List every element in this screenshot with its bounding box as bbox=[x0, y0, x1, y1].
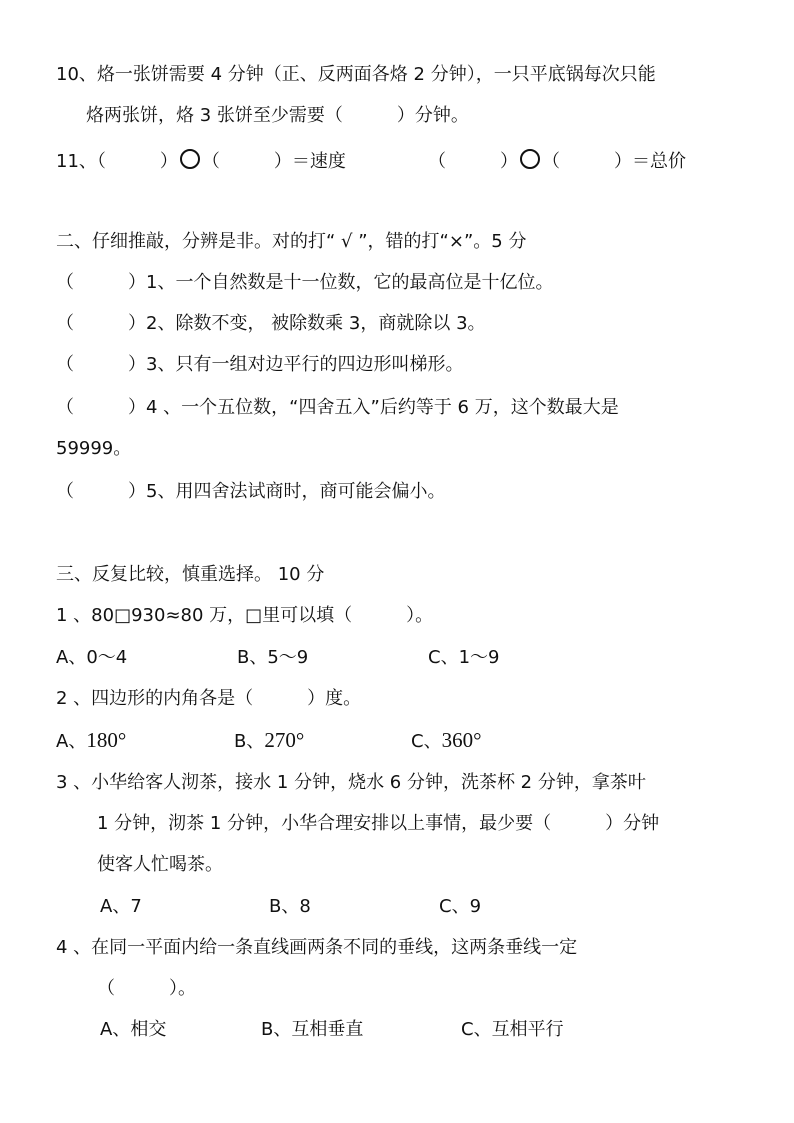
option-value: 270° bbox=[264, 728, 305, 752]
mc-q4-option-c: C、互相平行 bbox=[461, 1019, 564, 1040]
mc-q2-stem: 2 、四边形的内角各是（ ）度。 bbox=[56, 688, 362, 709]
mc-q4-line1: 4 、在同一平面内给一条直线画两条不同的垂线，这两条垂线一定 bbox=[56, 937, 578, 958]
operator-circle-icon bbox=[520, 149, 540, 169]
section-3-heading: 三、反复比较，慎重选择。 10 分 bbox=[56, 564, 325, 585]
mc-q1-stem: 1 、80□930≈80 万，□里可以填（ ）。 bbox=[56, 605, 434, 626]
tf-item-1: （ ）1、一个自然数是十一位数，它的最高位是十亿位。 bbox=[56, 272, 554, 293]
tf-item-4: （ ）4 、一个五位数，“四舍五入”后约等于 6 万，这个数最大是 bbox=[56, 397, 619, 418]
q11-left bbox=[56, 149, 346, 174]
option-letter: A、 bbox=[56, 731, 87, 752]
mc-q3-option-c: C、9 bbox=[439, 896, 482, 917]
tf-item-5: （ ）5、用四舍法试商时，商可能会偏小。 bbox=[56, 481, 446, 502]
q11-right bbox=[428, 149, 686, 174]
q11-left-second-blank: （ ）＝速度 bbox=[201, 151, 346, 172]
mc-q3-line3: 使客人忙喝茶。 bbox=[97, 854, 223, 875]
mc-q2-option-a bbox=[56, 728, 126, 754]
mc-q2-option-b bbox=[234, 728, 304, 754]
option-letter: C、 bbox=[411, 731, 442, 752]
mc-q1-option-b: B、5～9 bbox=[237, 647, 309, 668]
mc-q3-line2: 1 分钟，沏茶 1 分钟，小华合理安排以上事情，最少要（ ）分钟 bbox=[97, 813, 660, 834]
option-value: 180° bbox=[86, 728, 127, 752]
tf-item-2: （ ）2、除数不变， 被除数乘 3，商就除以 3。 bbox=[56, 313, 486, 334]
mc-q3-line1: 3 、小华给客人沏茶，接水 1 分钟，烧水 6 分钟，洗茶杯 2 分钟，拿茶叶 bbox=[56, 772, 646, 793]
mc-q3-option-b: B、8 bbox=[269, 896, 311, 917]
option-value: 360° bbox=[441, 728, 482, 752]
q11-left-first-blank: 11、（ ） bbox=[56, 151, 178, 172]
q10-line1: 10、烙一张饼需要 4 分钟（正、反两面各烙 2 分钟），一只平底锅每次只能 bbox=[56, 64, 656, 85]
mc-q1-option-a: A、0～4 bbox=[56, 647, 128, 668]
mc-q4-option-a: A、相交 bbox=[100, 1019, 167, 1040]
q10-line2: 烙两张饼，烙 3 张饼至少需要（ ）分钟。 bbox=[86, 105, 469, 126]
option-letter: B、 bbox=[234, 731, 265, 752]
q11-right-first-blank: （ ） bbox=[428, 151, 518, 172]
mc-q4-option-b: B、互相垂直 bbox=[261, 1019, 364, 1040]
mc-q1-option-c: C、1～9 bbox=[428, 647, 500, 668]
mc-q4-line2: （ ）。 bbox=[97, 978, 196, 999]
section-2-heading: 二、仔细推敲，分辨是非。对的打“ √ ”，错的打“×”。5 分 bbox=[56, 231, 527, 252]
mc-q3-option-a: A、7 bbox=[100, 896, 142, 917]
q11-right-second-blank: （ ）＝总价 bbox=[542, 151, 686, 172]
tf-item-4-continued: 59999。 bbox=[56, 438, 132, 459]
mc-q2-option-c bbox=[411, 728, 481, 754]
tf-item-3: （ ）3、只有一组对边平行的四边形叫梯形。 bbox=[56, 354, 464, 375]
operator-circle-icon bbox=[180, 149, 200, 169]
